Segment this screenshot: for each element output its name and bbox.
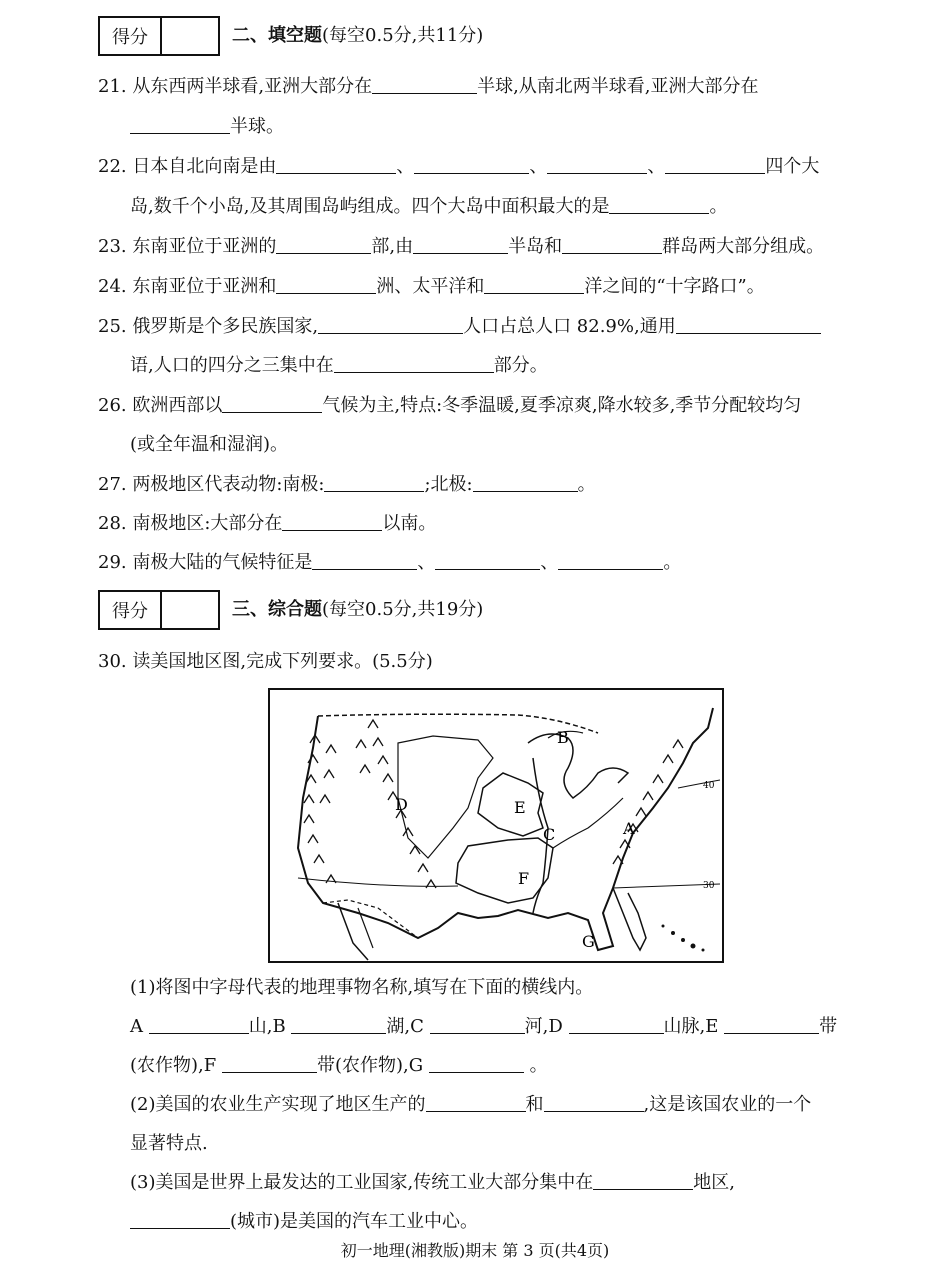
- answer-blank[interactable]: [676, 315, 821, 334]
- answer-blank[interactable]: [569, 1015, 664, 1034]
- answer-blank[interactable]: [544, 1093, 644, 1112]
- answer-blank[interactable]: [429, 1054, 524, 1073]
- map-label-e: E: [514, 798, 526, 817]
- answer-blank[interactable]: [609, 195, 709, 214]
- question-30-part1-line2: (农作物),F 带(农作物),G 。: [130, 1055, 548, 1076]
- island: [662, 925, 665, 928]
- answer-blank[interactable]: [414, 155, 529, 174]
- question-24: 24. 东南亚位于亚洲和 洲、太平洋和 洋之间的“十字路口”。: [98, 276, 765, 297]
- question-30-stem: 30. 读美国地区图,完成下列要求。(5.5分): [98, 651, 433, 672]
- score-input-area[interactable]: [162, 18, 218, 54]
- question-30-part3-line2: (城市)是美国的汽车工业中心。: [130, 1209, 900, 1235]
- score-label: 得分: [100, 18, 162, 54]
- question-21-line2: 半球。: [130, 114, 900, 140]
- answer-blank[interactable]: [372, 75, 477, 94]
- score-box-section2: [98, 16, 220, 56]
- score-box-section3: [98, 590, 220, 630]
- question-25-line2: 语,人口的四分之三集中在 部分。: [130, 355, 548, 376]
- score-input-area[interactable]: [162, 592, 218, 628]
- answer-blank[interactable]: [665, 155, 765, 174]
- answer-blank[interactable]: [222, 1054, 317, 1073]
- section2-title-rest: (每空0.5分,共11分): [322, 25, 484, 46]
- answer-blank[interactable]: [291, 1015, 386, 1034]
- answer-blank[interactable]: [282, 512, 382, 531]
- question-26-line1: 26. 欧洲西部以 气候为主,特点:冬季温暖,夏季凉爽,降水较多,季节分配较均匀: [98, 395, 802, 416]
- answer-blank[interactable]: [435, 551, 540, 570]
- map-label-b: B: [557, 728, 569, 747]
- score-label: 得分: [100, 592, 162, 628]
- island: [671, 931, 675, 935]
- question-29: 29. 南极大陆的气候特征是 、 、 。: [98, 552, 682, 573]
- map-label-c: C: [543, 825, 556, 844]
- answer-blank[interactable]: [430, 1015, 525, 1034]
- question-27: 27. 两极地区代表动物:南极: ;北极: 。: [98, 474, 596, 495]
- question-22-line1: 22. 日本自北向南是由 、 、 、 四个大: [98, 156, 820, 177]
- section3-title-rest: (每空0.5分,共19分): [322, 599, 484, 620]
- usa-map: [268, 688, 724, 963]
- section2-title: [232, 16, 483, 56]
- island: [702, 949, 705, 952]
- answer-blank[interactable]: [276, 155, 396, 174]
- answer-blank[interactable]: [547, 155, 647, 174]
- answer-blank[interactable]: [276, 235, 371, 254]
- answer-blank[interactable]: [312, 551, 417, 570]
- answer-blank[interactable]: [473, 473, 578, 492]
- section3-title-bold: 三、综合题: [232, 599, 322, 620]
- island: [691, 944, 696, 949]
- latitude-label-30: 30: [703, 881, 715, 891]
- answer-blank[interactable]: [130, 1210, 230, 1229]
- answer-blank[interactable]: [149, 1015, 249, 1034]
- answer-blank[interactable]: [593, 1171, 693, 1190]
- latitude-label-40: 40: [703, 781, 715, 791]
- question-30-part1: (1)将图中字母代表的地理事物名称,填写在下面的横线内。: [130, 977, 594, 998]
- question-21-line1: 21. 从东西两半球看,亚洲大部分在 半球,从南北两半球看,亚洲大部分在: [98, 76, 759, 97]
- question-30-part1-line1: A 山,B 湖,C 河,D 山脉,E 带: [130, 1016, 838, 1037]
- page-footer: 初一地理(湘教版)期末 第 3 页(共4页): [340, 1241, 610, 1260]
- answer-blank[interactable]: [413, 235, 508, 254]
- answer-blank[interactable]: [318, 315, 463, 334]
- question-23: 23. 东南亚位于亚洲的 部,由 半岛和 群岛两大部分组成。: [98, 236, 825, 257]
- question-30-part2-line1: (2)美国的农业生产实现了地区生产的 和 ,这是该国农业的一个: [130, 1094, 812, 1115]
- answer-blank[interactable]: [562, 235, 662, 254]
- answer-blank[interactable]: [426, 1093, 526, 1112]
- answer-blank[interactable]: [484, 275, 584, 294]
- map-label-a: A: [623, 819, 635, 838]
- question-30-part2-line2: 显著特点.: [130, 1133, 208, 1154]
- question-26-line2: (或全年温和湿润)。: [130, 434, 289, 455]
- question-22-line2: 岛,数千个小岛,及其周围岛屿组成。四个大岛中面积最大的是 。: [130, 196, 728, 217]
- question-25-line1: 25. 俄罗斯是个多民族国家, 人口占总人口 82.9%,通用: [98, 314, 898, 340]
- map-frame: [269, 689, 723, 962]
- island: [681, 938, 685, 942]
- question-28: 28. 南极地区:大部分在 以南。: [98, 513, 437, 534]
- section3-title: [232, 590, 483, 630]
- answer-blank[interactable]: [724, 1015, 819, 1034]
- answer-blank[interactable]: [276, 275, 376, 294]
- answer-blank[interactable]: [324, 473, 424, 492]
- map-label-g: G: [582, 932, 595, 951]
- map-label-d: D: [395, 795, 408, 814]
- answer-blank[interactable]: [334, 354, 494, 373]
- answer-blank[interactable]: [558, 551, 663, 570]
- map-label-f: F: [518, 869, 530, 888]
- question-30-part3-line1: (3)美国是世界上最发达的工业国家,传统工业大部分集中在 地区,: [130, 1172, 735, 1193]
- answer-blank[interactable]: [222, 394, 322, 413]
- section2-title-bold: 二、填空题: [232, 25, 322, 46]
- answer-blank[interactable]: [130, 115, 230, 134]
